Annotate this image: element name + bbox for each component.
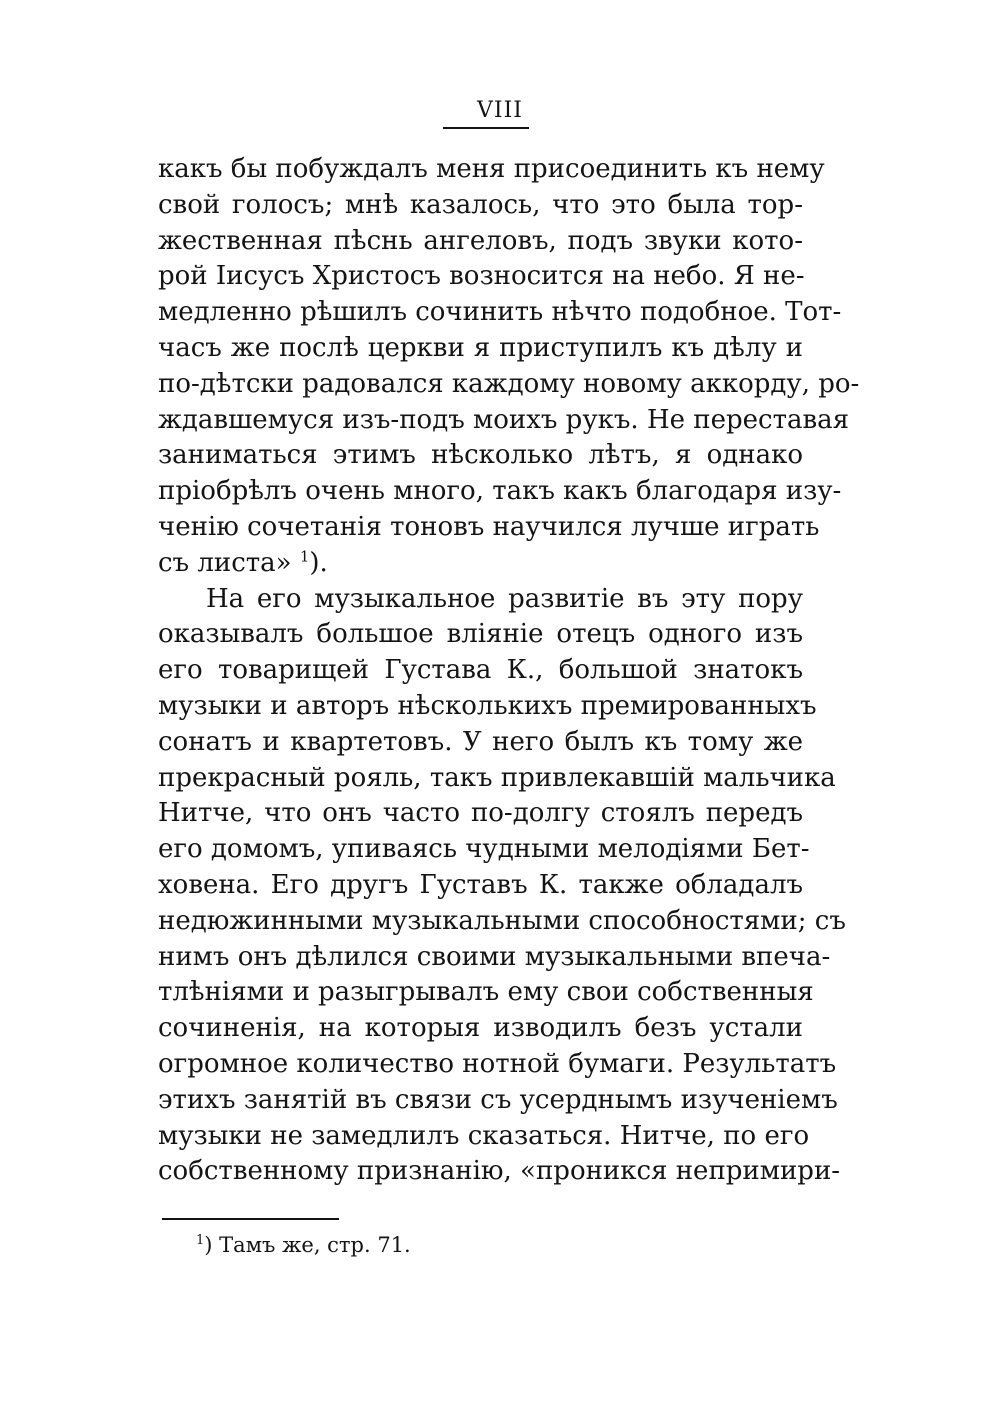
text-line: недюжинными музыкальными способностями; съ [158,905,846,936]
text-line: заниматься этимъ нѣсколько лѣтъ, я однако [158,440,803,471]
text-line: его товарищей Густава К., большой знатокъ [158,655,803,686]
text-line: ченію сочетанія тоновъ научился лучше играть [158,511,820,542]
text-line: этихъ занятій въ связи съ усерднымъ изученіемъ [158,1084,838,1115]
text-line-end: съ листа» [158,547,292,578]
text-line: по-дѣтски радовался каждому новому аккорду, ро- [158,368,860,399]
text-line: пріобрѣлъ очень много, такъ какъ благодаря изу- [158,476,842,507]
text-line-end-punct: ). [309,547,328,578]
text-line: музыки не замедлилъ сказаться. Нитче, по его [158,1120,810,1151]
text-line: собственному признанію, «проникся непримири- [158,1156,841,1187]
text-line: тлѣніями и разыгрывалъ ему свои собственныя [158,977,814,1008]
text-line: жественная пѣснь ангеловъ, подъ звуки кото- [158,225,803,256]
text-line: Нитче, что онъ часто по-долгу стоялъ передъ [158,798,803,829]
text-line: оказывалъ большое вліяніе отецъ одного изъ [158,619,803,650]
text-line: прекрасный рояль, такъ привлекавшій мальчика [158,762,836,793]
text-line: медленно рѣшилъ сочинить нѣчто подобное. Тот- [158,297,842,328]
text-line: нимъ онъ дѣлился своими музыкальными впеча- [158,941,831,972]
footnote-marker-close: ) [204,1233,213,1257]
footnote [196,1233,411,1257]
header-rule [443,127,529,129]
footnote-text: Тамъ же, стр. 71. [219,1233,411,1257]
text-line: ховена. Его другъ Густавъ К. также обладалъ [158,869,803,900]
text-line: рой Іисусъ Христосъ возносится на небо. Я не- [158,261,805,292]
text-line: свой голосъ; мнѣ казалось, что это была тор- [158,189,803,220]
text-line: ждавшемуся изъ-подъ моихъ рукъ. Не переставая [158,404,850,435]
text-line: какъ бы побуждалъ меня присоединить къ нему [158,154,825,184]
text-line: часъ же послѣ церкви я приступилъ къ дѣлу и [158,332,803,363]
text-line: сочиненія, на которыя изводилъ безъ устали [158,1013,803,1044]
text-line-paragraph-end [158,546,803,582]
body-text [158,152,860,1190]
text-line: сонатъ и квартетовъ. У него былъ къ тому же [158,726,803,757]
footnote-reference[interactable]: 1 [299,547,310,566]
text-line: его домомъ, упиваясь чудными мелодіями Бет- [158,834,810,865]
text-line: огромное количество нотной бумаги. Результатъ [158,1048,837,1079]
footnote-marker: 1 [196,1233,205,1248]
text-line-paragraph-start: На его музыкальное развитіе въ эту пору [206,583,803,614]
page-number: VIII [477,98,523,123]
footnote-rule [162,1218,339,1220]
text-line: музыки и авторъ нѣсколькихъ премированныхъ [158,690,817,721]
